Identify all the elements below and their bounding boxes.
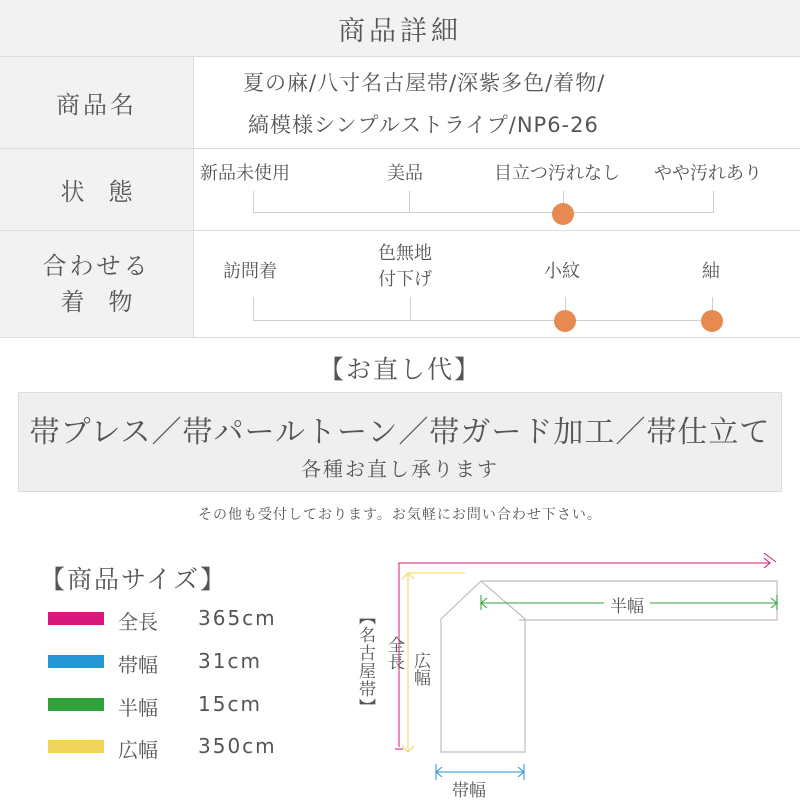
matching-row [0,231,800,338]
diagram-obi-type-label: 【名古屋帯】 [355,608,375,716]
condition-tick [409,191,410,213]
condition-scale-line [253,212,713,213]
matching-label: 合わせる 着 物 [0,231,194,337]
legend-label-obi-width: 帯幅 [118,653,158,677]
total-length-dimension [395,553,776,749]
condition-option-slight-stains: やや汚れあり [654,163,762,184]
matching-option-tsukesage: 付下げ [378,269,432,290]
diagram-obi-width-label: 帯幅 [452,781,486,801]
matching-selected-marker-tsumugi [701,310,723,332]
page-title: 商品詳細 [0,0,800,57]
alterations-subtext: 各種お直し承ります [301,457,499,481]
matching-option-homongi: 訪問着 [223,261,277,282]
legend-swatch-half-width [48,698,104,711]
condition-option-new: 新品未使用 [200,163,290,184]
legend-value-half-width: 15cm [198,692,262,716]
condition-label: 状 態 [0,149,194,230]
condition-row [0,149,800,231]
alterations-note: その他も受付しております。お気軽にお問い合わせ下さい。 [198,507,602,523]
obi-outline [441,581,525,752]
legend-label-wide-width: 広幅 [118,738,158,762]
matching-option-iromuji: 色無地 [378,243,432,264]
matching-tick [410,297,411,321]
alterations-services: 帯プレス／帯パールトーン／帯ガード加工／帯仕立て [29,415,771,450]
size-heading: 【商品サイズ】 [40,565,228,594]
condition-option-excellent: 美品 [387,163,423,184]
legend-value-obi-width: 31cm [198,649,262,673]
matching-option-komon: 小紋 [544,261,580,282]
legend-swatch-wide-width [48,740,104,753]
product-name-line-2: 縞模様シンプルストライプ/NP6-26 [248,113,599,137]
condition-selected-marker [552,203,574,225]
matching-option-tsumugi: 紬 [702,261,720,282]
legend-swatch-total-length [48,612,104,625]
product-name-line-1: 夏の麻/八寸名古屋帯/深紫多色/着物/ [243,71,606,95]
matching-tick [253,297,254,321]
diagram-total-length-label: 全長 [384,636,404,670]
alterations-box [18,392,782,492]
matching-scale-line [253,320,713,321]
product-name-row [0,57,800,149]
legend-swatch-obi-width [48,655,104,668]
condition-option-no-stains: 目立つ汚れなし [494,163,620,184]
condition-tick [253,191,254,213]
legend-value-total-length: 365cm [198,606,277,630]
legend-label-half-width: 半幅 [118,696,158,720]
matching-selected-marker-komon [554,310,576,332]
alterations-heading: 【お直し代】 [318,355,481,384]
product-name-label: 商品名 [0,57,194,148]
legend-label-total-length: 全長 [118,610,158,634]
diagram-wide-width-label: 広幅 [410,652,430,686]
diagram-half-width-label: 半幅 [604,592,650,617]
condition-tick [713,191,714,213]
legend-value-wide-width: 350cm [198,734,277,758]
